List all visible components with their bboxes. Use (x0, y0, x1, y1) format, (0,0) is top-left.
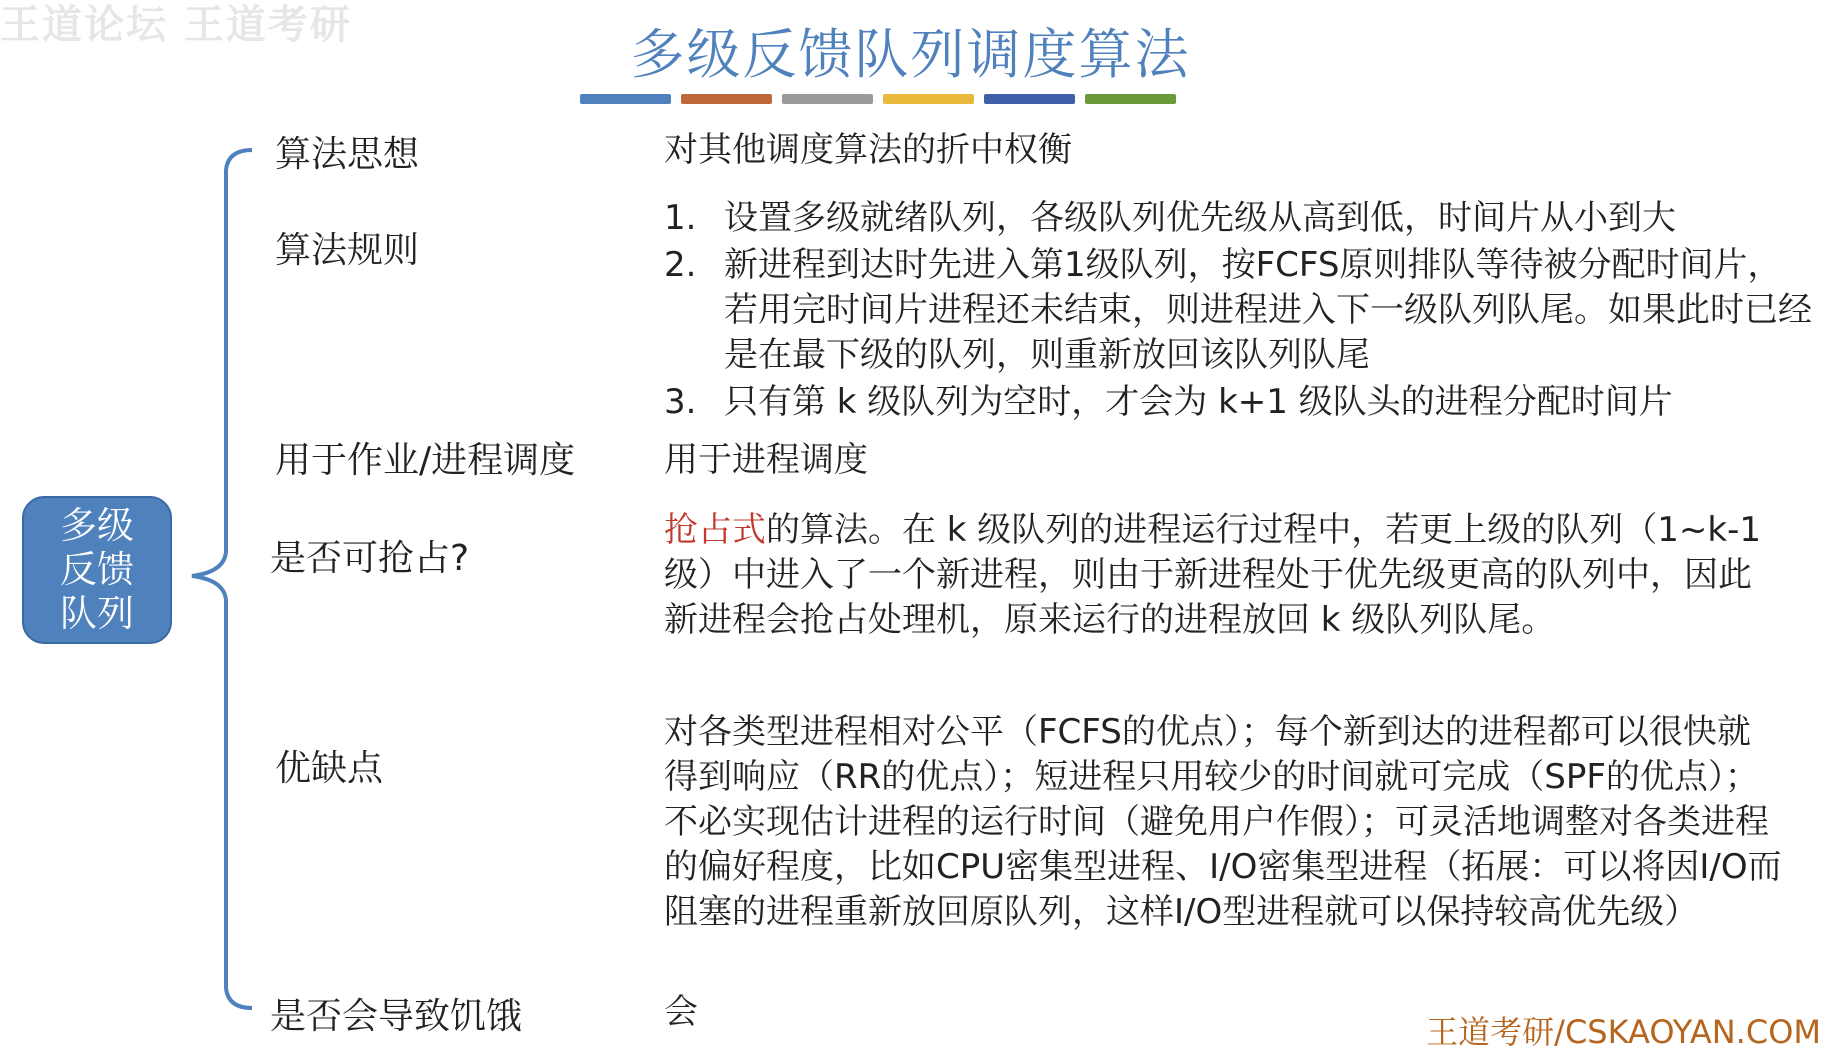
rule-item (664, 243, 1814, 378)
rule-text: 新进程到达时先进入第1级队列，按FCFS原则排队等待被分配时间片，若用完时间片进程还未结束，则进程进入下一级队列队尾。如果此时已经是在最下级的队列，则重新放回该队列队尾 (724, 245, 1812, 375)
label-starvation: 是否会导致饥饿 (270, 996, 523, 1037)
watermark-top-left: 王道论坛 王道考研 (0, 2, 352, 48)
content-preemptive (664, 508, 1784, 643)
label-algorithm-idea: 算法思想 (275, 134, 420, 175)
content-usage: 用于进程调度 (664, 440, 868, 480)
content-algorithm-idea: 对其他调度算法的折中权衡 (664, 130, 1072, 170)
rule-text: 设置多级就绪队列，各级队列优先级从高到低，时间片从小到大 (724, 198, 1676, 238)
mindmap-brace (188, 140, 268, 1020)
rule-number: 3. (664, 382, 697, 422)
label-algorithm-rules: 算法规则 (275, 230, 420, 271)
title-bar-5 (984, 94, 1075, 104)
preemptive-text: 的算法。在 k 级队列的进程运行过程中，若更上级的队列（1~k-1级）中进入了一个新进程，则由于新进程处于优先级更高的队列中，因此新进程会抢占处理机，原来运行的进程放回 k 级队列队尾。 (664, 510, 1762, 640)
footer-watermark: 王道考研/CSKAOYAN.COM (1426, 1013, 1821, 1051)
root-node-mlfq: 多级反馈队列 (22, 496, 172, 644)
title-bar-4 (883, 94, 974, 104)
label-pros-cons: 优缺点 (275, 748, 384, 789)
preemptive-highlight: 抢占式 (664, 510, 766, 550)
title-bar-6 (1085, 94, 1176, 104)
rule-item (664, 196, 1814, 241)
slide-title: 多级反馈队列调度算法 (630, 23, 1191, 86)
title-bar-2 (681, 94, 772, 104)
label-usage: 用于作业/进程调度 (275, 440, 576, 481)
rule-item (664, 380, 1814, 425)
content-starvation: 会 (664, 992, 698, 1032)
rule-number: 1. (664, 198, 697, 238)
content-algorithm-rules (664, 196, 1814, 427)
rule-text: 只有第 k 级队列为空时，才会为 k+1 级队头的进程分配时间片 (724, 382, 1673, 422)
label-preemptive: 是否可抢占? (270, 538, 470, 579)
title-underline-bars (580, 94, 1176, 104)
title-bar-3 (782, 94, 873, 104)
rule-number: 2. (664, 245, 697, 285)
title-bar-1 (580, 94, 671, 104)
content-pros-cons: 对各类型进程相对公平（FCFS的优点）；每个新到达的进程都可以很快就得到响应（RR的优点）；短进程只用较少的时间就可完成（SPF的优点）；不必实现估计进程的运行时间（避免用户作假）；可灵活地调整对各类进程的偏好程度，比如CPU密集型进程、I/O密集型进程（拓展：可以将因I/O而阻塞的进程重新放回原队列，这样I/O型进程就可以保持较高优先级） (664, 712, 1782, 932)
